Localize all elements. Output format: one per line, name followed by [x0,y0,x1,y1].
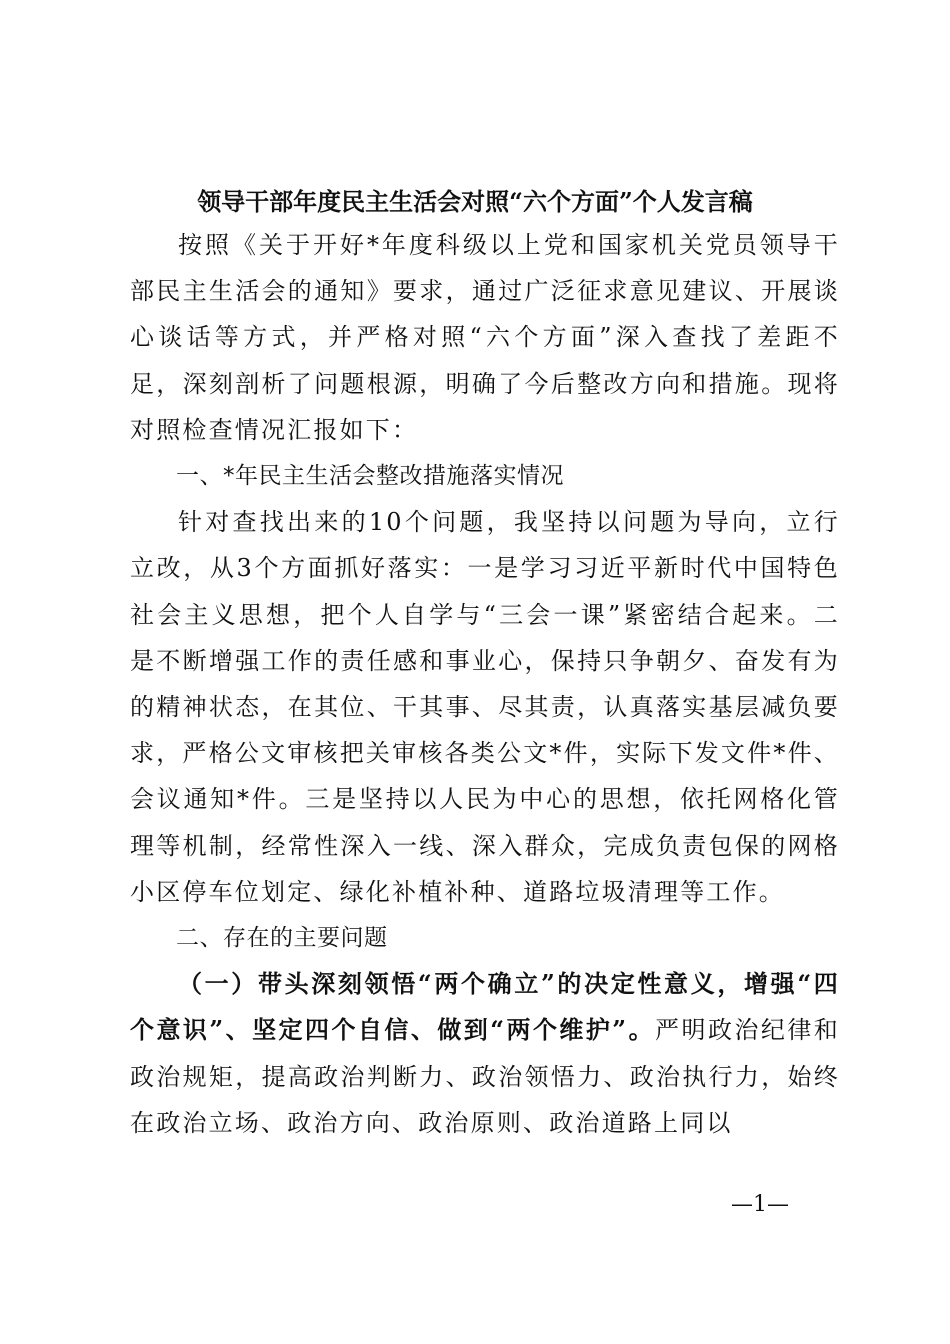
page-number: —1— [731,1192,789,1217]
section-heading-1: 一、*年民主生活会整改措施落实情况 [176,463,564,490]
document-body [130,222,840,1146]
subsection-1-body: 严明政治纪律和政治规矩，提高政治判断力、政治领悟力、政治执行力，始终在政治立场、政治方向、政治原则、政治道路上同以 [130,1016,840,1137]
subsection-1-lead: （一）带头深刻领悟“两个确立”的决定性意义，增强“四个意识”、坚定四个自信、做到“两个维护”。 [130,969,840,1045]
subsection-1-paragraph [130,961,840,1146]
section-heading-2: 二、存在的主要问题 [176,925,388,952]
section-1-paragraph: 针对查找出来的10个问题，我坚持以问题为导向，立行立改，从3个方面抓好落实：一是学习习近平新时代中国特色社会主义思想，把个人自学与“三会一课”紧密结合起来。二是不断增强工作的责任感和事业心，保持只争朝夕、奋发有为的精神状态，在其位、干其事、尽其责，认真落实基层减负要求，严格公文审核把关审核各类公文*件，实际下发文件*件、会议通知*件。三是坚持以人民为中心的思想，依托网格化管理等机制，经常性深入一线、深入群众，完成负责包保的网格小区停车位划定、绿化补植补种、道路垃圾清理等工作。 [130,508,840,906]
intro-paragraph: 按照《关于开好*年度科级以上党和国家机关党员领导干部民主生活会的通知》要求，通过广泛征求意见建议、开展谈心谈话等方式，并严格对照“六个方面”深入查找了差距不足，深刻剖析了问题根源，明确了今后整改方向和措施。现将对照检查情况汇报如下： [130,231,840,444]
document-title: 领导干部年度民主生活会对照“六个方面”个人发言稿 [197,187,753,216]
